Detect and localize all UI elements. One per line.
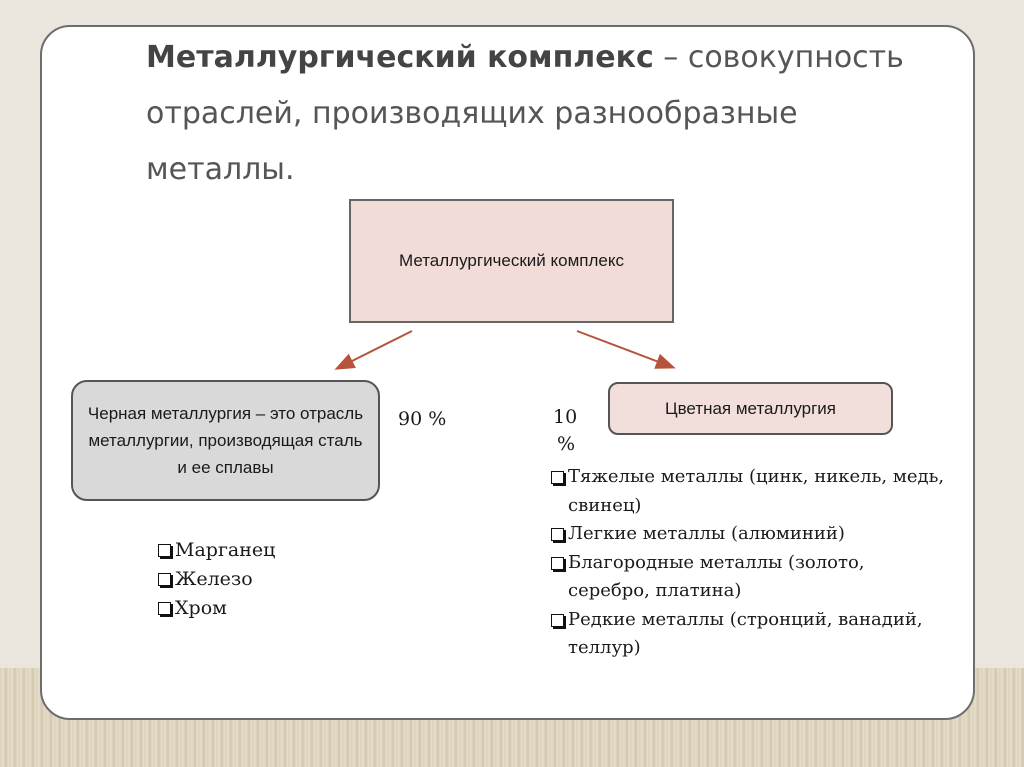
ferrous-percent: 90 % — [398, 408, 447, 430]
checkbox-bullet-icon — [158, 544, 171, 557]
list-item — [551, 549, 946, 606]
nonferrous-box-label: Цветная металлургия — [665, 398, 836, 418]
nonferrous-percent-number: 10 — [553, 406, 578, 428]
list-item — [551, 606, 946, 663]
list-item-label: Тяжелые металлы (цинк, никель, медь, свинец) — [568, 466, 945, 516]
list-item-label: Марганец — [175, 539, 276, 561]
list-item-label: Благородные металлы (золото, серебро, платина) — [568, 551, 865, 601]
list-item-label: Редкие металлы (стронций, ванадий, теллур) — [568, 608, 923, 658]
metallurgical-complex-box — [349, 199, 674, 323]
arrow-to-nonferrous — [577, 331, 672, 367]
checkbox-bullet-icon — [551, 528, 564, 541]
list-item — [158, 565, 275, 594]
checkbox-bullet-icon — [158, 573, 171, 586]
nonferrous-metallurgy-box — [608, 382, 893, 435]
checkbox-bullet-icon — [158, 602, 171, 615]
checkbox-bullet-icon — [551, 471, 564, 484]
title-definition: – совокупность отраслей, производящих разнообразные металлы. — [146, 40, 904, 187]
list-item — [158, 536, 275, 565]
checkbox-bullet-icon — [551, 614, 564, 627]
ferrous-metallurgy-box — [71, 380, 380, 501]
nonferrous-percent-sign: % — [557, 433, 576, 455]
list-item-label: Хром — [175, 597, 227, 619]
ferrous-metals-list — [158, 536, 275, 623]
checkbox-bullet-icon — [551, 557, 564, 570]
list-item — [158, 594, 275, 623]
ferrous-box-label: Черная металлургия – это отрасль металлургии, производящая сталь и ее сплавы — [87, 404, 364, 477]
arrow-to-ferrous — [338, 331, 412, 368]
list-item — [551, 520, 946, 549]
title-term: Металлургический комплекс — [146, 40, 654, 75]
list-item-label: Железо — [175, 568, 253, 590]
main-box-label: Металлургический комплекс — [398, 251, 625, 270]
list-item-label: Легкие металлы (алюминий) — [568, 523, 845, 544]
list-item — [551, 463, 946, 520]
nonferrous-metals-list — [551, 463, 946, 663]
